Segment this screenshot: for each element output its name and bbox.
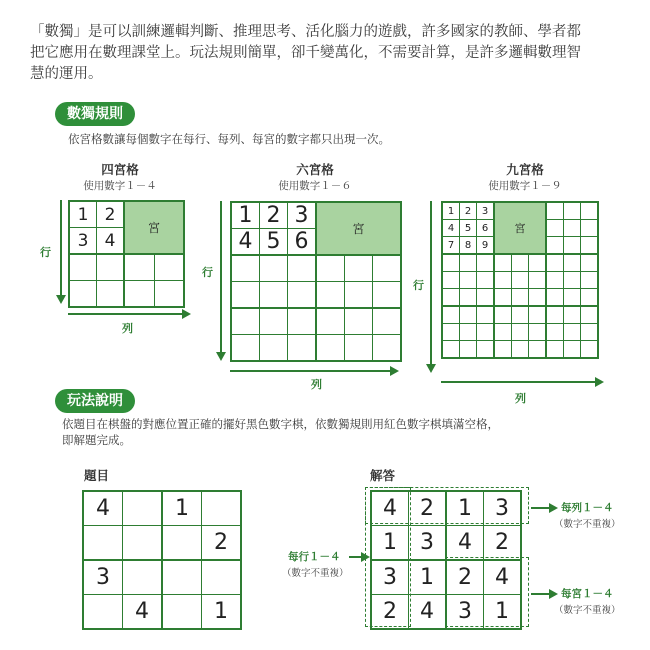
puzzle-cell: 1 [202, 595, 242, 630]
grid4-cell [69, 281, 97, 308]
row-annotation-subtitle: （數字不重複） [554, 519, 621, 530]
box-annotation-arrowhead [549, 589, 558, 599]
solution-cell: 1 [371, 526, 409, 561]
grid9-row-arrowhead [426, 364, 436, 373]
grid6-cell [260, 335, 288, 362]
grid6-cell: 3 [288, 202, 317, 229]
solution-column-highlight [365, 487, 411, 627]
grid4-col-arrowhead [182, 309, 191, 319]
solution-cell: 4 [371, 491, 409, 526]
grid9-cell: 5 [460, 220, 477, 237]
intro-line-3: 慧的運用。 [30, 66, 103, 82]
solution-cell: 2 [371, 595, 409, 630]
grid9-empty-row [442, 324, 598, 341]
grid6-row-label: 行 [202, 266, 213, 279]
grid6-col-arrowhead [390, 366, 399, 376]
grid6-cell: 2 [260, 202, 288, 229]
intro-line-2: 把它應用在數理課堂上。玩法規則簡單，卻千變萬化，不需要計算，是許多邏輯數理智 [30, 45, 581, 61]
grid4-col-arrow [68, 313, 182, 315]
solution-cell: 2 [409, 491, 447, 526]
grid9-cell: 9 [477, 237, 495, 255]
puzzle-cell [162, 560, 202, 595]
solution-cell: 4 [484, 560, 522, 595]
grid4-row-arrowhead [56, 295, 66, 304]
grid6-cell [260, 308, 288, 335]
grid9-col-arrow [441, 381, 595, 383]
row-annotation-arrow [531, 507, 549, 509]
intro-paragraph [30, 22, 630, 85]
grid6-cell [373, 282, 402, 309]
grid9-empty-row [442, 289, 598, 307]
howto-heading: 玩法說明 [55, 389, 135, 413]
grid6-cell [288, 282, 317, 309]
solution-cell: 2 [446, 560, 484, 595]
puzzle-cell [202, 491, 242, 526]
grid9-cell [564, 237, 581, 255]
solution-cell: 1 [446, 491, 484, 526]
box-annotation-title: 每宮１－４ [561, 588, 614, 600]
solution-cell: 1 [484, 595, 522, 630]
grid9-subtitle: 使用數字１－９ [488, 180, 562, 192]
grid9-cell [581, 237, 599, 255]
solution-title: 解答 [370, 468, 396, 483]
intro-line-1: 「數獨」是可以訓練邏輯判斷、推理思考、活化腦力的遊戲，許多國家的教師、學者都 [30, 24, 581, 40]
grid4-title: 四宮格 [101, 162, 139, 177]
puzzle-title: 題目 [84, 468, 110, 483]
grid9-cell [581, 202, 599, 220]
grid6-title: 六宮格 [296, 162, 334, 177]
solution-cell: 3 [484, 491, 522, 526]
grid4-cell: 4 [97, 228, 125, 255]
grid6-cell [316, 335, 345, 362]
grid4-cell [69, 254, 97, 281]
grid6-col-arrow [230, 370, 390, 372]
column-annotation-arrowhead [361, 552, 370, 562]
grid9-cell: 3 [477, 202, 495, 220]
rules-description: 依宮格數讓每個數字在每行、每列、每宮的數字都只出現一次。 [68, 132, 390, 146]
grid4-cell [97, 281, 125, 308]
grid9-empty-row [442, 341, 598, 359]
grid9-cell: 7 [442, 237, 460, 255]
grid9-row-label: 行 [413, 279, 424, 292]
grid6-cell [316, 308, 345, 335]
grid6-cell [288, 255, 317, 282]
grid4-example [68, 200, 185, 308]
grid4-cell: 3 [69, 228, 97, 255]
grid4-subtitle: 使用數字１－４ [83, 180, 157, 192]
box-annotation-subtitle: （數字不重複） [554, 605, 621, 616]
puzzle-cell: 1 [162, 491, 202, 526]
grid4-row-arrow [60, 200, 62, 296]
grid6-box-label: 宮 [316, 202, 401, 255]
grid4-cell [124, 281, 154, 308]
grid6-cell [231, 282, 260, 309]
puzzle-cell: 2 [202, 526, 242, 561]
solution-cell: 3 [446, 595, 484, 630]
grid6-cell [231, 308, 260, 335]
grid6-cell [373, 308, 402, 335]
grid4-col-label: 列 [122, 322, 133, 335]
grid9-row-arrow [430, 201, 432, 365]
grid6-row-arrow [220, 201, 222, 353]
grid9-col-label: 列 [515, 392, 526, 405]
grid9-cell [546, 202, 564, 220]
grid6-cell: 6 [288, 229, 317, 256]
solution-cell: 1 [409, 560, 447, 595]
puzzle-cell: 4 [123, 595, 163, 630]
puzzle-cell [202, 560, 242, 595]
column-annotation-subtitle: （數字不重複） [282, 568, 349, 579]
grid6-cell: 1 [231, 202, 260, 229]
puzzle-cell [123, 560, 163, 595]
grid6-cell [345, 255, 373, 282]
grid9-cell [546, 220, 564, 237]
grid9-empty-row [442, 254, 598, 272]
box-annotation-arrow [531, 593, 549, 595]
solution-cell: 4 [409, 595, 447, 630]
grid9-empty-row [442, 306, 598, 324]
grid9-cell [581, 220, 599, 237]
grid4-cell: 2 [97, 201, 125, 228]
grid6-cell [231, 335, 260, 362]
grid6-cell [288, 308, 317, 335]
grid9-example [441, 201, 599, 359]
puzzle-cell: 4 [83, 491, 123, 526]
rules-heading: 數獨規則 [55, 102, 135, 126]
puzzle-cell [162, 526, 202, 561]
solution-cell: 3 [409, 526, 447, 561]
grid6-cell [231, 255, 260, 282]
grid6-example [230, 201, 402, 362]
grid9-cell: 1 [442, 202, 460, 220]
grid9-title: 九宮格 [506, 162, 544, 177]
howto-description [62, 416, 622, 448]
grid9-cell: 4 [442, 220, 460, 237]
puzzle-cell [83, 526, 123, 561]
row-annotation-title: 每列１－４ [561, 502, 614, 514]
grid4-cell [97, 254, 125, 281]
grid9-cell [564, 220, 581, 237]
grid4-cell [154, 254, 184, 281]
grid6-row-arrowhead [216, 352, 226, 361]
grid4-box-label: 宮 [124, 201, 184, 254]
grid6-cell [345, 282, 373, 309]
puzzle-cell [83, 595, 123, 630]
grid4-cell [124, 254, 154, 281]
puzzle-cell: 3 [83, 560, 123, 595]
howto-line-1: 依題目在棋盤的對應位置正確的擺好黑色數字棋，依數獨規則用紅色數字棋填滿空格， [62, 417, 499, 431]
solution-cell: 2 [484, 526, 522, 561]
solution-cell: 4 [446, 526, 484, 561]
solution-box-highlight [445, 557, 529, 627]
grid6-cell [373, 335, 402, 362]
puzzle-grid [82, 490, 242, 630]
grid6-cell [260, 282, 288, 309]
grid6-cell: 5 [260, 229, 288, 256]
grid6-cell [288, 335, 317, 362]
column-annotation-title: 每行１－４ [288, 551, 341, 563]
grid9-cell: 8 [460, 237, 477, 255]
row-annotation-arrowhead [549, 503, 558, 513]
grid4-row-label: 行 [40, 246, 51, 259]
grid6-cell [345, 335, 373, 362]
puzzle-cell [123, 491, 163, 526]
grid9-box-label: 宮 [494, 202, 546, 254]
grid9-empty-row [442, 272, 598, 289]
grid6-col-label: 列 [311, 378, 322, 391]
solution-cell: 3 [371, 560, 409, 595]
grid6-cell [316, 282, 345, 309]
howto-line-2: 即解題完成。 [62, 433, 131, 447]
grid6-cell [260, 255, 288, 282]
grid4-cell: 1 [69, 201, 97, 228]
grid9-col-arrowhead [595, 377, 604, 387]
grid9-cell [546, 237, 564, 255]
grid6-cell: 4 [231, 229, 260, 256]
puzzle-cell [162, 595, 202, 630]
grid6-cell [345, 308, 373, 335]
grid9-cell [564, 202, 581, 220]
grid6-cell [316, 255, 345, 282]
grid4-cell [154, 281, 184, 308]
grid9-cell: 6 [477, 220, 495, 237]
grid6-cell [373, 255, 402, 282]
grid9-cell: 2 [460, 202, 477, 220]
grid6-subtitle: 使用數字１－６ [278, 180, 352, 192]
puzzle-cell [123, 526, 163, 561]
